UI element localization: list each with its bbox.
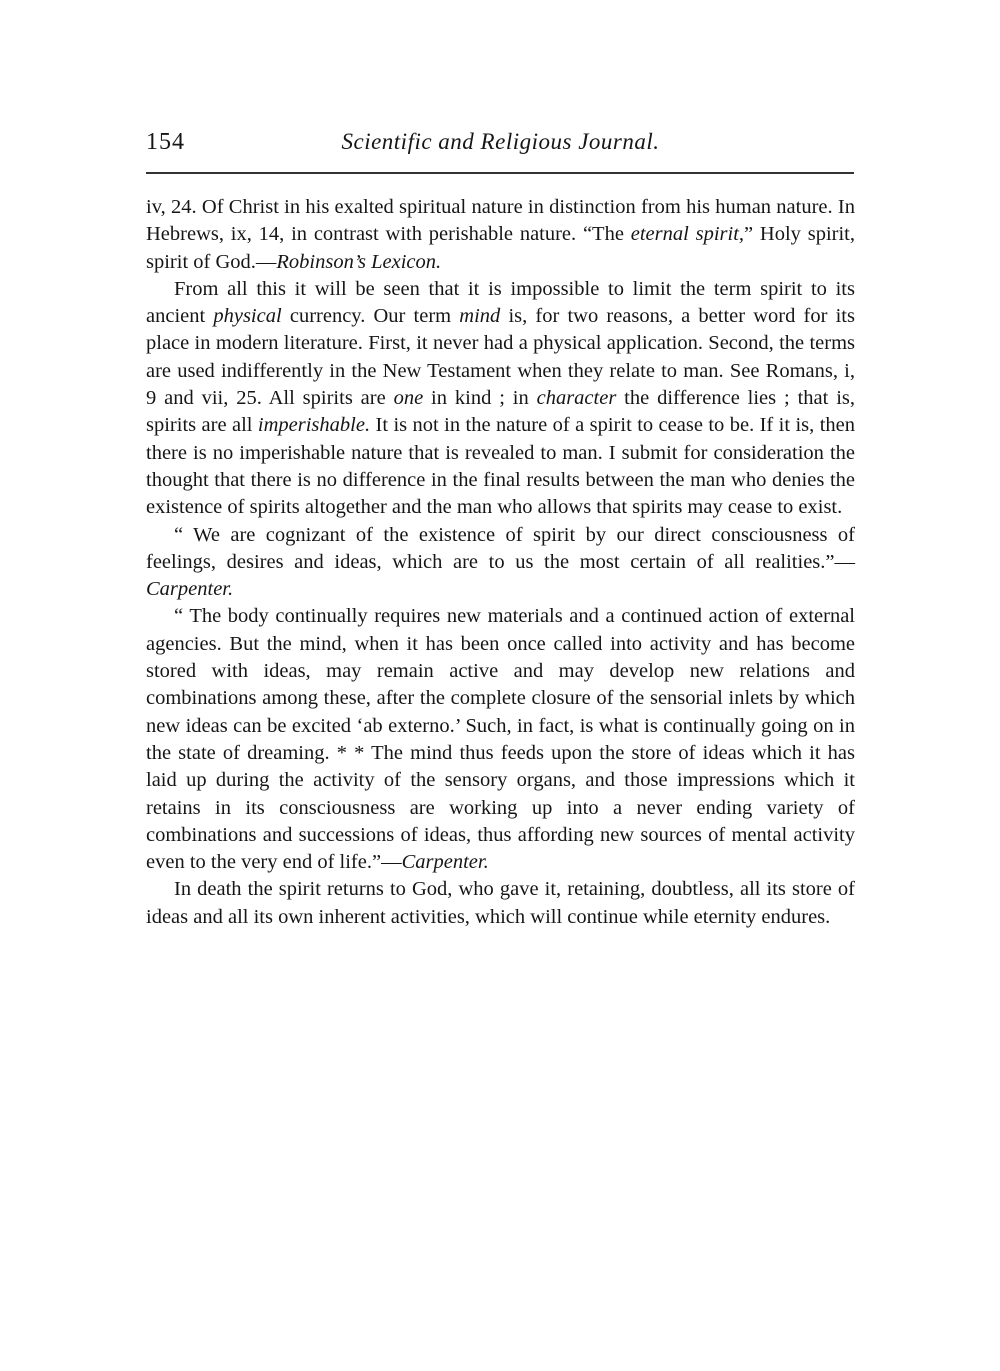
page-number: 154 <box>146 129 185 155</box>
paragraph-quote-carpenter-2: “ The body continually requires new materials and a continued action of external agencies. But the mind, when it has been once called into activity and has become stored with ideas, may remain active and may develop new relations and combinations among these, after the complete closure of the sensorial inlets by which new ideas can be excited ‘ab externo.’ Such, in fact, is what is continually going on in the state of dreaming. * * The mind thus feeds upon the store of ideas which it has laid up during the activity of the sensory organs, and those impressions which it retains in its consciousness are working up into a never ending variety of combinations and successions of ideas, thus affording new sources of mental activity even to the very end of life.”—Carpenter. <box>146 605 855 874</box>
running-title: Scientific and Religious Journal. <box>341 129 660 154</box>
page-header <box>146 129 855 165</box>
body-text <box>146 194 855 931</box>
paragraph-continuation: iv, 24. Of Christ in his exalted spiritual nature in distinction from his human nature. In Hebrews, ix, 14, in contrast with perishable nature. “The eternal spirit,” Holy spirit, spirit of God.—Robinson’s Lexicon. <box>146 196 855 273</box>
paragraph-conclusion: In death the spirit returns to God, who gave it, retaining, doubtless, all its store of ideas and all its own inherent activities, which will continue while eternity endures. <box>146 878 855 928</box>
header-rule <box>146 172 854 174</box>
paragraph-spirit-term: From all this it will be seen that it is impossible to limit the term spirit to its ancient physical currency. Our term mind is, for two reasons, a better word for its place in modern literature. First, it never had a physical application. Second, the terms are used indifferently in the New Testament when they relate to man. See Romans, i, 9 and vii, 25. All spirits are one in kind ; in character the difference lies ; that is, spirits are all imperishable. It is not in the nature of a spirit to cease to be. If it is, then there is no imperishable nature that is revealed to man. I submit for consideration the thought that there is no difference in the final results between the man who denies the existence of spirits altogether and the man who allows that spirits may cease to exist. <box>146 277 856 519</box>
paragraph-quote-carpenter-1: “ We are cognizant of the existence of spirit by our direct consciousness of feelings, desires and ideas, which are to us the most certain of all realities.”—Carpenter. <box>146 523 855 601</box>
